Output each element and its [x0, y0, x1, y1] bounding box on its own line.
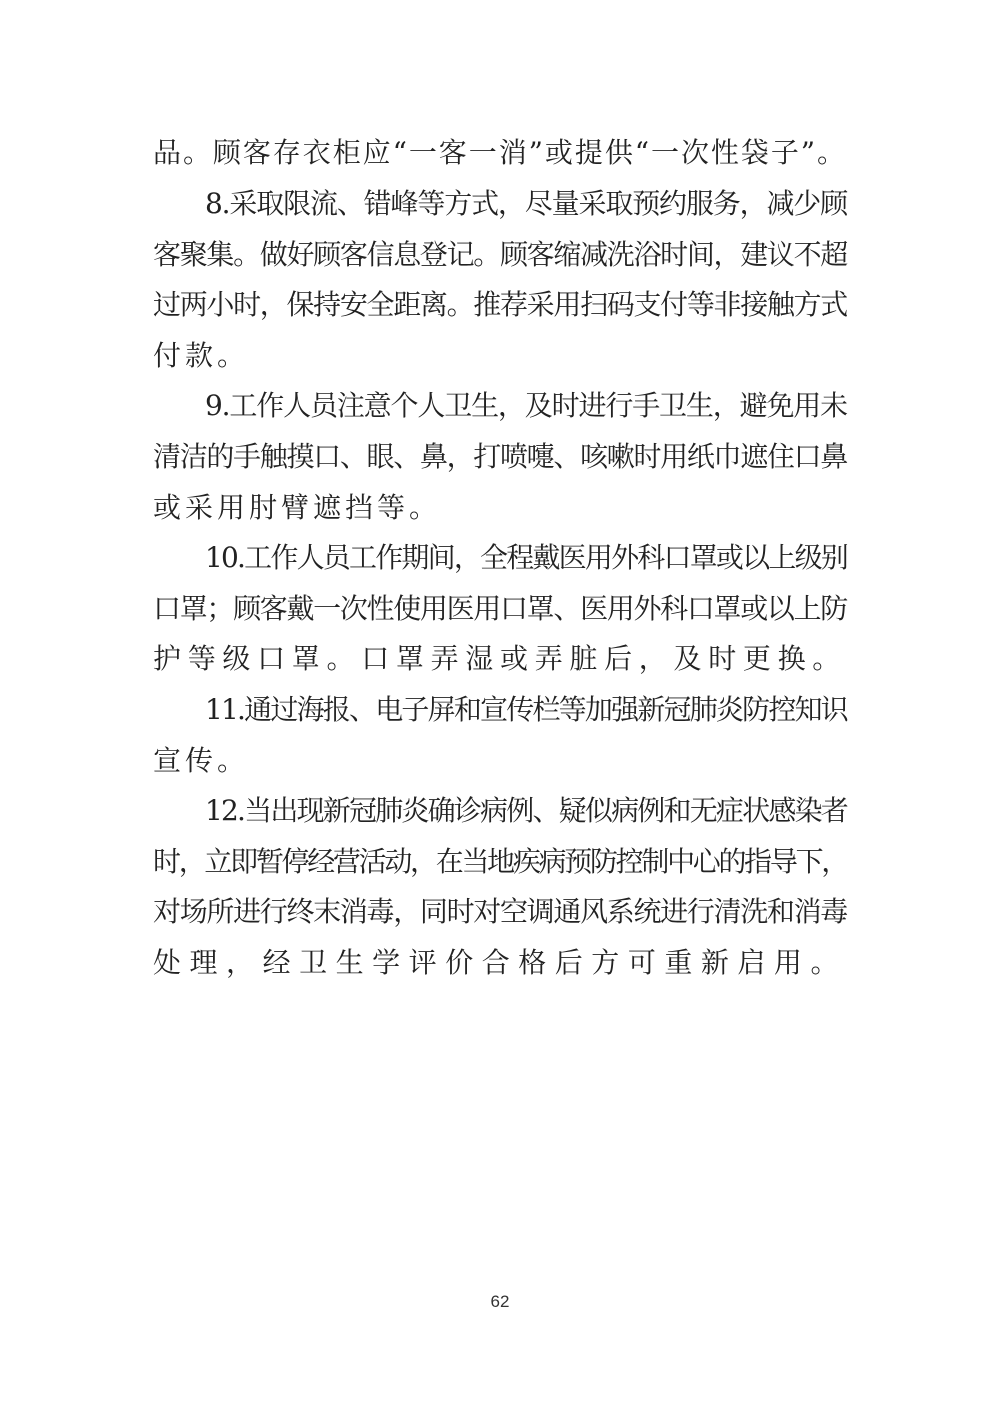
line-text: 清洁的手触摸口、眼、鼻，打喷嚏、咳嗽时用纸巾遮住口鼻	[153, 440, 847, 473]
text-line	[0, 386, 1000, 426]
line-text: 客聚集。做好顾客信息登记。顾客缩减洗浴时间，建议不超	[153, 238, 847, 271]
line-text: 护等级口罩。口罩弄湿或弄脏后，及时更换。	[153, 642, 847, 675]
text-line	[0, 791, 1000, 831]
line-text: 付款。	[153, 339, 250, 372]
text-line	[0, 133, 1000, 173]
text-line	[0, 842, 1000, 882]
text-line	[0, 639, 1000, 679]
text-line	[0, 892, 1000, 932]
text-line	[0, 184, 1000, 224]
text-line	[0, 741, 1000, 781]
line-text: 宣传。	[153, 744, 250, 777]
line-text: 口罩；顾客戴一次性使用医用口罩、医用外科口罩或以上防	[153, 592, 847, 625]
line-text: 11.通过海报、电子屏和宣传栏等加强新冠肺炎防控知识	[205, 693, 847, 726]
line-text: 12.当出现新冠肺炎确诊病例、疑似病例和无症状感染者	[205, 794, 847, 827]
text-line	[0, 943, 1000, 983]
line-text: 过两小时，保持安全距离。推荐采用扫码支付等非接触方式	[153, 288, 847, 321]
line-text: 时，立即暂停经营活动，在当地疾病预防控制中心的指导下，	[153, 845, 847, 878]
text-line	[0, 437, 1000, 477]
text-line	[0, 538, 1000, 578]
text-line	[0, 235, 1000, 275]
page-number: 62	[490, 1292, 510, 1311]
text-line	[0, 589, 1000, 629]
line-text: 品。顾客存衣柜应“一客一消”或提供“一次性袋子”。	[153, 136, 847, 169]
line-text: 处理，经卫生学评价合格后方可重新启用。	[153, 946, 847, 979]
line-text: 10.工作人员工作期间，全程戴医用外科口罩或以上级别	[205, 541, 847, 574]
text-line	[0, 690, 1000, 730]
text-line	[0, 488, 1000, 528]
line-text: 8.采取限流、错峰等方式，尽量采取预约服务，减少顾	[205, 187, 847, 220]
line-text: 9.工作人员注意个人卫生，及时进行手卫生，避免用未	[205, 389, 847, 422]
line-text: 对场所进行终末消毒，同时对空调通风系统进行清洗和消毒	[153, 895, 847, 928]
text-line	[0, 336, 1000, 376]
text-line	[0, 285, 1000, 325]
line-text: 或采用肘臂遮挡等。	[153, 491, 442, 524]
